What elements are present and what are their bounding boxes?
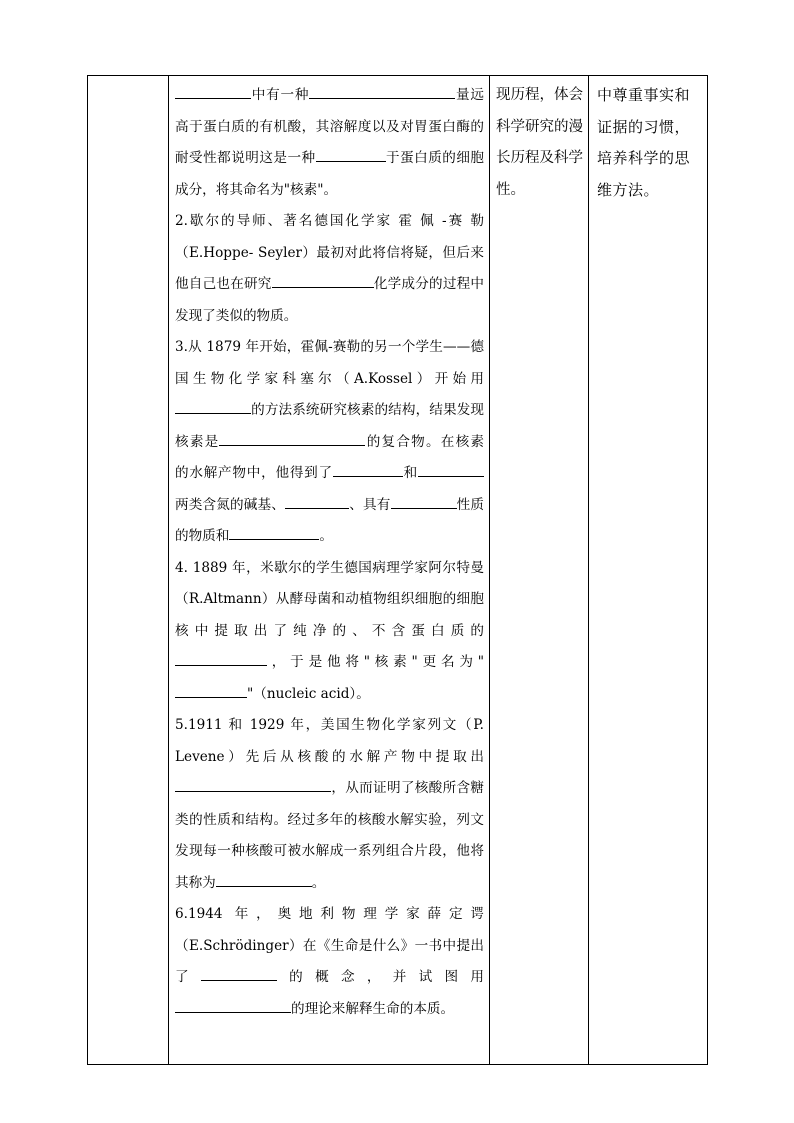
fill-blank[interactable] (272, 272, 374, 288)
paragraph-1-text-a: 中有一种 (251, 87, 310, 103)
paragraph-4-text-c: "（nucleic acid）。 (247, 685, 370, 702)
paragraph-1-text-b: 量远高于蛋白质的有机酸，其溶解度以及对胃蛋白酶的耐受性都说明这是一种 (175, 87, 485, 166)
paragraph-5 (175, 710, 484, 899)
paragraph-3-text-b: 的方法系统研究核素的结构，结果发现核素是 (175, 402, 484, 450)
paragraph-3-text-g: 性质的物质和 (175, 496, 485, 544)
fill-blank[interactable] (175, 997, 291, 1013)
literacy-text: 中尊重事实和证据的习惯，培养科学的思维方法。 (597, 86, 691, 199)
paragraph-6-text-a: 6.1944 年，奥地利物理学家薛定谔（E.Schrödinger）在《生命是什么》一书中提出了 (175, 906, 484, 985)
literacy-column-cell (589, 76, 708, 1065)
fill-blank[interactable] (333, 461, 403, 477)
fill-blank[interactable] (316, 146, 386, 162)
paragraph-4 (175, 553, 484, 711)
fill-blank[interactable] (309, 83, 455, 99)
paragraph-6 (175, 899, 484, 1025)
paragraph-2-text-a: 2.歇尔的导师、著名德国化学家 霍 佩 -赛 勒（E.Hoppe- Seyler）最初对此将信将疑，但后来他自己也在研究 (175, 213, 484, 292)
paragraph-6-text-c: 的理论来解释生命的本质。 (291, 1000, 455, 1017)
paragraph-3-text-c: 的复合物。在核素的水解产物中，他得到了 (175, 433, 485, 481)
paragraph-4-text-b: ，于是他将"核素"更名为" (267, 654, 484, 670)
content-body (169, 76, 489, 1025)
goal-text: 现历程，体会科学研究的漫长历程及科学性。 (496, 87, 583, 198)
content-column-cell (169, 76, 490, 1065)
fill-blank[interactable] (175, 398, 251, 414)
fill-blank[interactable] (216, 871, 312, 887)
paragraph-3-text-h: 。 (319, 528, 333, 544)
lesson-plan-table (87, 75, 708, 1065)
fill-blank[interactable] (285, 493, 349, 509)
fill-blank[interactable] (201, 965, 277, 981)
paragraph-3 (175, 332, 484, 553)
fill-blank[interactable] (391, 493, 457, 509)
goal-column-cell (490, 76, 589, 1065)
paragraph-2 (175, 206, 484, 332)
fill-blank[interactable] (219, 430, 365, 446)
paragraph-5-text-b: ，从而证明了核酸所含糖类的性质和结构。经过多年的核酸水解实验，列文发现每一种核酸可被水解成一系列组合片段，他将其称为 (175, 780, 484, 891)
paragraph-3-text-d: 和 (402, 465, 419, 481)
paragraph-5-text-c: 。 (311, 874, 326, 891)
paragraph-5-text-a: 5.1911 和 1929 年，美国生物化学家列文（P. Levene）先后从核酸的水解产物中提取出 (175, 717, 484, 765)
paragraph-3-text-f: 、具有 (349, 496, 391, 513)
fill-blank[interactable] (175, 776, 331, 792)
paragraph-1-text-c: 于蛋白质的细胞成分，将其命名为"核素"。 (175, 150, 485, 198)
fill-blank[interactable] (229, 524, 319, 540)
fill-blank[interactable] (175, 650, 267, 666)
fill-blank[interactable] (175, 682, 247, 698)
fill-blank[interactable] (418, 461, 484, 477)
paragraph-6-text-b: 的概念，并试图用 (276, 969, 485, 985)
table-row (88, 76, 708, 1065)
paragraph-2-text-b: 化学成分的过程中发现了类似的物质。 (175, 276, 485, 324)
paragraph-3-text-e: 两类含氮的碱基、 (175, 496, 286, 513)
paragraph-3-text-a: 3.从 1879 年开始，霍佩-赛勒的另一个学生——德国生物化学家科塞尔（A.Kossel）开始用 (175, 339, 484, 387)
paragraph-4-text-a: 4. 1889 年，米歇尔的学生德国病理学家阿尔特曼（R.Altmann）从酵母菌和动植物组织细胞的细胞核中提取出了纯净的、不含蛋白质的 (175, 559, 484, 639)
paragraph-1 (175, 80, 484, 206)
empty-column-cell (88, 76, 169, 1065)
fill-blank[interactable] (175, 83, 251, 99)
